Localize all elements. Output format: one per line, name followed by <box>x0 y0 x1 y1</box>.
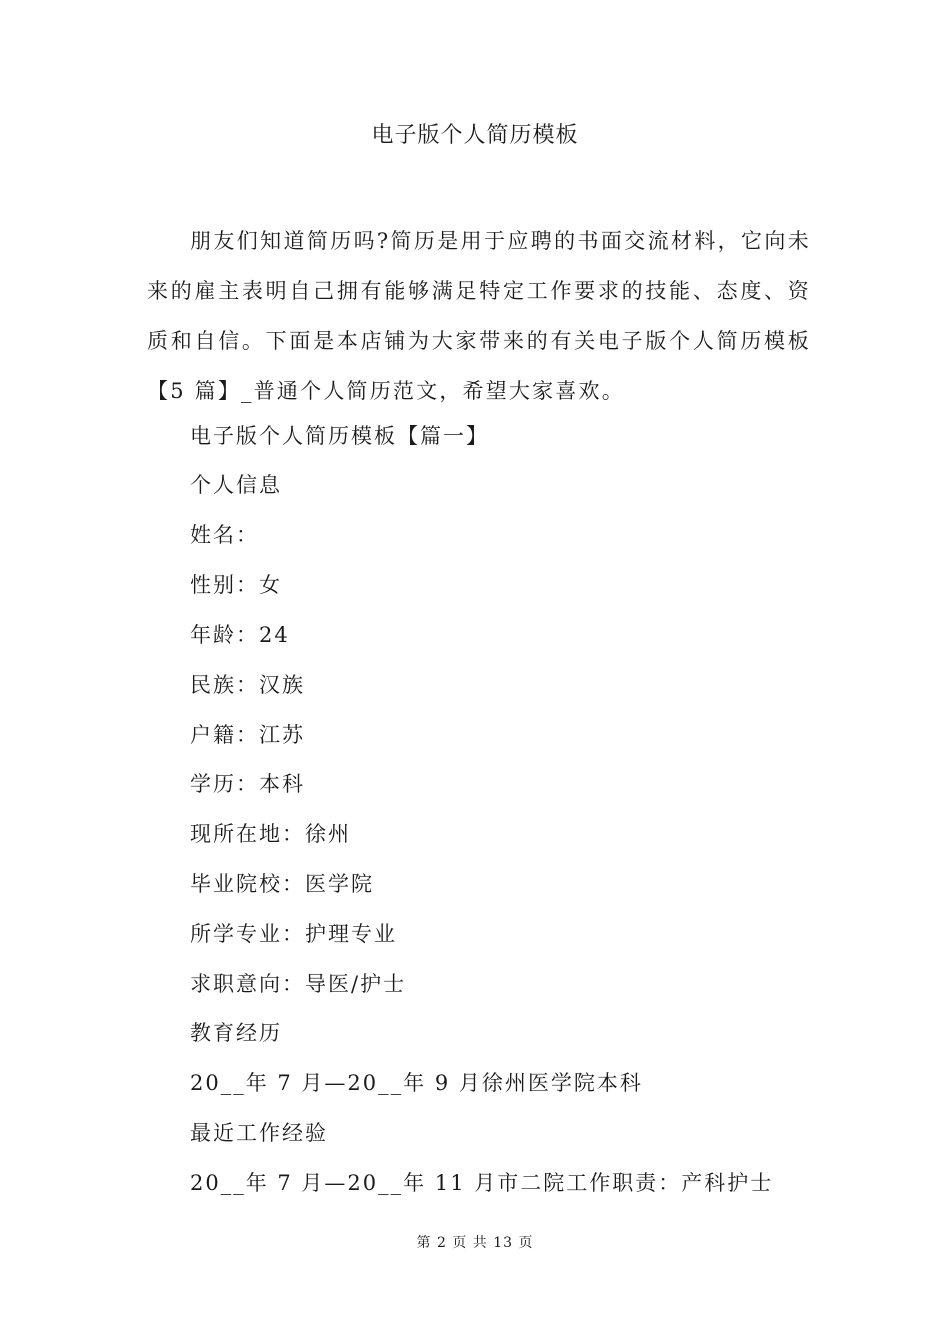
section-heading-personal-info: 个人信息 <box>190 473 282 497</box>
page-indicator: 第 2 页 共 13 页 <box>416 1235 534 1251</box>
section-heading-part1: 电子版个人简历模板【篇一】 <box>190 424 489 448</box>
intro-paragraph: 朋友们知道简历吗?简历是用于应聘的书面交流材料，它向未来的雇主表明自己拥有能够满足特定工作要求的技能、态度、资质和自信。下面是本店铺为大家带来的有关电子版个人简历模板【5 篇】_普通个人简历范文，希望大家喜欢。 <box>147 229 811 403</box>
document-title: 电子版个人简历模板 <box>371 123 579 148</box>
education-entry: 20__年 7 月—20__年 9 月徐州医学院本科 <box>190 1071 643 1095</box>
section-heading-education: 教育经历 <box>190 1021 282 1045</box>
field-job-intention: 求职意向：导医/护士 <box>190 972 407 996</box>
field-name: 姓名： <box>190 523 259 547</box>
section-heading-work: 最近工作经验 <box>190 1121 328 1145</box>
field-location: 现所在地：徐州 <box>190 822 351 846</box>
field-household: 户籍：江苏 <box>190 723 305 747</box>
field-ethnicity: 民族：汉族 <box>190 673 305 697</box>
field-education-level: 学历：本科 <box>190 772 305 796</box>
field-major: 所学专业：护理专业 <box>190 922 397 946</box>
field-gender: 性别：女 <box>190 573 282 597</box>
field-age: 年龄：24 <box>190 623 290 647</box>
field-school: 毕业院校：医学院 <box>190 872 374 896</box>
work-entry: 20__年 7 月—20__年 11 月市二院工作职责：产科护士 <box>190 1171 774 1195</box>
